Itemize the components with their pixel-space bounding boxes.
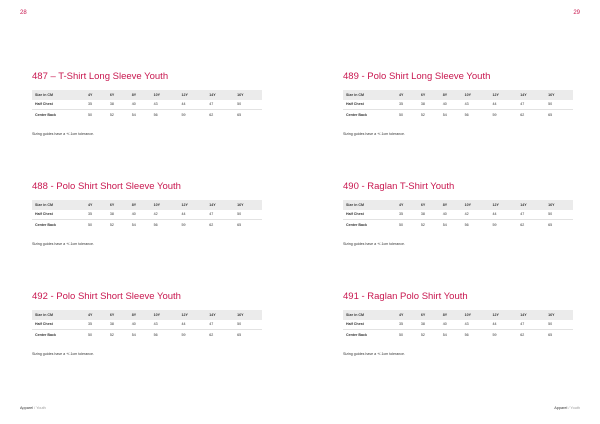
table-row bbox=[343, 220, 573, 230]
table-header-cell: Size in CM bbox=[32, 310, 85, 320]
table-cell: 44 bbox=[489, 210, 517, 220]
table-cell: 65 bbox=[548, 222, 553, 227]
table-header-row bbox=[343, 90, 573, 100]
table-header-cell: 12Y bbox=[489, 200, 517, 210]
table-row bbox=[32, 110, 262, 120]
table-cell: 54 bbox=[131, 112, 136, 117]
footer-right bbox=[554, 406, 580, 410]
table-cell: 59 bbox=[181, 112, 186, 117]
table-row bbox=[32, 100, 262, 110]
table-cell: 59 bbox=[181, 222, 186, 227]
table-header-cell: 16Y bbox=[545, 90, 573, 100]
table-cell: 40 bbox=[129, 210, 151, 220]
tolerance-note: Sizing guides have a +/-1cm tolerance. bbox=[343, 131, 406, 136]
table-header-row bbox=[32, 200, 262, 210]
section-title: 490 - Raglan T-Shirt Youth bbox=[343, 181, 455, 192]
table-cell: 35 bbox=[85, 320, 107, 330]
row-label: Center Back bbox=[35, 222, 56, 227]
table-cell: 47 bbox=[517, 320, 545, 330]
table-cell: 56 bbox=[153, 332, 158, 337]
table-cell: 50 bbox=[88, 112, 92, 117]
table-cell: 65 bbox=[237, 222, 242, 227]
row-label: Half Chest bbox=[343, 210, 396, 220]
table-cell: 35 bbox=[85, 210, 107, 220]
footer-category: Youth bbox=[36, 406, 46, 410]
tolerance-note: Sizing guides have a +/-1cm tolerance. bbox=[343, 351, 406, 356]
table-cell: 50 bbox=[545, 210, 573, 220]
table-cell: 52 bbox=[109, 332, 114, 337]
table-cell: 44 bbox=[178, 210, 206, 220]
row-label: Half Chest bbox=[32, 320, 85, 330]
table-cell: 56 bbox=[153, 112, 158, 117]
table-cell: 43 bbox=[462, 320, 490, 330]
table-cell: 50 bbox=[88, 222, 92, 227]
table-cell: 54 bbox=[442, 332, 447, 337]
table-header-cell: 10Y bbox=[151, 200, 179, 210]
table-header-cell: 4Y bbox=[396, 310, 418, 320]
table-cell: 38 bbox=[418, 210, 440, 220]
table-cell: 47 bbox=[206, 320, 234, 330]
table-header-cell: 16Y bbox=[545, 200, 573, 210]
tolerance-note: Sizing guides have a +/-1cm tolerance. bbox=[32, 131, 95, 136]
table-cell: 54 bbox=[442, 222, 447, 227]
footer-separator: / bbox=[567, 406, 571, 410]
table-header-cell: 12Y bbox=[178, 90, 206, 100]
table-cell: 56 bbox=[464, 112, 469, 117]
tolerance-note: Sizing guides have a +/-1cm tolerance. bbox=[343, 241, 406, 246]
table-header-cell: 10Y bbox=[462, 90, 490, 100]
table-header-cell: 10Y bbox=[151, 310, 179, 320]
row-label: Center Back bbox=[35, 332, 56, 337]
table-cell: 43 bbox=[151, 320, 179, 330]
table-header-cell: 6Y bbox=[418, 310, 440, 320]
table-cell: 62 bbox=[209, 332, 214, 337]
table-cell: 35 bbox=[396, 210, 418, 220]
table-header-cell: 8Y bbox=[129, 200, 151, 210]
table-cell: 50 bbox=[399, 112, 403, 117]
table-cell: 50 bbox=[545, 320, 573, 330]
size-table bbox=[32, 90, 262, 120]
tolerance-note: Sizing guides have a +/-1cm tolerance. bbox=[32, 241, 95, 246]
table-cell: 50 bbox=[399, 332, 403, 337]
table-cell: 54 bbox=[131, 332, 136, 337]
table-row bbox=[343, 320, 573, 330]
table-header-cell: 12Y bbox=[489, 310, 517, 320]
table-cell: 47 bbox=[206, 100, 234, 110]
table-header-cell: 16Y bbox=[545, 310, 573, 320]
table-cell: 59 bbox=[181, 332, 186, 337]
row-label: Half Chest bbox=[32, 210, 85, 220]
tolerance-note: Sizing guides have a +/-1cm tolerance. bbox=[32, 351, 95, 356]
table-header-cell: 4Y bbox=[85, 200, 107, 210]
table-cell: 38 bbox=[107, 210, 129, 220]
table-cell: 35 bbox=[396, 100, 418, 110]
table-cell: 44 bbox=[178, 320, 206, 330]
table-row bbox=[32, 210, 262, 220]
table-row bbox=[343, 100, 573, 110]
table-header-cell: 14Y bbox=[517, 90, 545, 100]
table-header-cell: 8Y bbox=[440, 310, 462, 320]
row-label: Center Back bbox=[346, 112, 367, 117]
table-cell: 40 bbox=[129, 320, 151, 330]
table-cell: 38 bbox=[418, 320, 440, 330]
table-header-cell: 10Y bbox=[462, 200, 490, 210]
table-header-cell: Size in CM bbox=[32, 90, 85, 100]
table-header-cell: 6Y bbox=[418, 200, 440, 210]
size-table bbox=[343, 200, 573, 230]
table-cell: 50 bbox=[234, 320, 262, 330]
table-cell: 40 bbox=[440, 210, 462, 220]
row-label: Half Chest bbox=[343, 320, 396, 330]
footer-left bbox=[20, 406, 46, 410]
table-row bbox=[343, 210, 573, 220]
table-cell: 62 bbox=[520, 332, 525, 337]
table-cell: 40 bbox=[440, 100, 462, 110]
section-title: 489 - Polo Shirt Long Sleeve Youth bbox=[343, 71, 491, 82]
row-label: Half Chest bbox=[32, 100, 85, 110]
row-label: Half Chest bbox=[343, 100, 396, 110]
size-guide-section bbox=[343, 180, 573, 246]
table-cell: 42 bbox=[462, 210, 490, 220]
table-cell: 47 bbox=[517, 210, 545, 220]
size-guide-section bbox=[343, 290, 573, 356]
table-header-row bbox=[343, 200, 573, 210]
footer-category: Youth bbox=[570, 406, 580, 410]
row-label: Center Back bbox=[346, 222, 367, 227]
table-cell: 42 bbox=[151, 210, 179, 220]
table-header-row bbox=[343, 310, 573, 320]
table-cell: 40 bbox=[440, 320, 462, 330]
table-cell: 62 bbox=[520, 112, 525, 117]
size-guide-section bbox=[32, 180, 262, 246]
table-cell: 56 bbox=[153, 222, 158, 227]
footer-brand: Apparel bbox=[554, 406, 568, 410]
section-title: 492 - Polo Shirt Short Sleeve Youth bbox=[32, 291, 181, 302]
size-table bbox=[343, 90, 573, 120]
table-cell: 35 bbox=[396, 320, 418, 330]
table-cell: 35 bbox=[85, 100, 107, 110]
table-header-cell: 12Y bbox=[489, 90, 517, 100]
table-cell: 54 bbox=[131, 222, 136, 227]
table-cell: 62 bbox=[520, 222, 525, 227]
table-header-cell: Size in CM bbox=[32, 200, 85, 210]
table-header-cell: 8Y bbox=[440, 200, 462, 210]
table-header-cell: 6Y bbox=[107, 310, 129, 320]
table-cell: 44 bbox=[178, 100, 206, 110]
section-title: 491 - Raglan Polo Shirt Youth bbox=[343, 291, 468, 302]
table-header-cell: 6Y bbox=[107, 200, 129, 210]
table-cell: 59 bbox=[492, 112, 497, 117]
page-number-left: 28 bbox=[20, 10, 27, 16]
table-header-cell: 16Y bbox=[234, 200, 262, 210]
table-header-cell: 12Y bbox=[178, 200, 206, 210]
table-cell: 52 bbox=[109, 222, 114, 227]
table-row bbox=[32, 220, 262, 230]
footer-brand: Apparel bbox=[20, 406, 34, 410]
page-number-right: 29 bbox=[573, 10, 580, 16]
table-cell: 52 bbox=[109, 112, 114, 117]
table-header-cell: 4Y bbox=[396, 90, 418, 100]
table-row bbox=[32, 320, 262, 330]
section-title: 488 - Polo Shirt Short Sleeve Youth bbox=[32, 181, 181, 192]
table-header-cell: 4Y bbox=[85, 90, 107, 100]
table-cell: 38 bbox=[418, 100, 440, 110]
size-table bbox=[32, 310, 262, 340]
table-cell: 56 bbox=[464, 332, 469, 337]
table-header-cell: Size in CM bbox=[343, 310, 396, 320]
size-guide-section bbox=[32, 70, 262, 136]
table-header-cell: 14Y bbox=[517, 310, 545, 320]
table-cell: 65 bbox=[548, 112, 553, 117]
table-cell: 47 bbox=[206, 210, 234, 220]
size-table bbox=[32, 200, 262, 230]
table-cell: 38 bbox=[107, 320, 129, 330]
table-header-cell: 8Y bbox=[129, 310, 151, 320]
table-cell: 52 bbox=[420, 332, 425, 337]
table-cell: 44 bbox=[489, 100, 517, 110]
table-cell: 52 bbox=[420, 112, 425, 117]
table-header-cell: 8Y bbox=[440, 90, 462, 100]
table-cell: 56 bbox=[464, 222, 469, 227]
table-row bbox=[32, 330, 262, 340]
table-header-cell: 6Y bbox=[418, 90, 440, 100]
table-header-cell: 12Y bbox=[178, 310, 206, 320]
table-header-cell: 14Y bbox=[206, 200, 234, 210]
footer-separator: / bbox=[33, 406, 37, 410]
table-header-cell: 14Y bbox=[206, 310, 234, 320]
table-cell: 44 bbox=[489, 320, 517, 330]
table-cell: 54 bbox=[442, 112, 447, 117]
table-header-row bbox=[32, 310, 262, 320]
table-cell: 43 bbox=[151, 100, 179, 110]
table-cell: 62 bbox=[209, 222, 214, 227]
table-cell: 65 bbox=[237, 332, 242, 337]
table-cell: 50 bbox=[399, 222, 403, 227]
table-cell: 59 bbox=[492, 332, 497, 337]
table-row bbox=[343, 330, 573, 340]
table-cell: 62 bbox=[209, 112, 214, 117]
row-label: Center Back bbox=[346, 332, 367, 337]
table-header-cell: Size in CM bbox=[343, 90, 396, 100]
table-cell: 65 bbox=[548, 332, 553, 337]
size-guide-section bbox=[32, 290, 262, 356]
table-header-cell: 16Y bbox=[234, 310, 262, 320]
table-header-cell: 8Y bbox=[129, 90, 151, 100]
section-title: 487 – T-Shirt Long Sleeve Youth bbox=[32, 71, 169, 82]
table-header-cell: 14Y bbox=[206, 90, 234, 100]
table-header-cell: Size in CM bbox=[343, 200, 396, 210]
size-table bbox=[343, 310, 573, 340]
table-cell: 50 bbox=[545, 100, 573, 110]
size-guide-section bbox=[343, 70, 573, 136]
table-header-cell: 4Y bbox=[396, 200, 418, 210]
table-cell: 50 bbox=[234, 100, 262, 110]
table-header-row bbox=[32, 90, 262, 100]
table-row bbox=[343, 110, 573, 120]
table-header-cell: 6Y bbox=[107, 90, 129, 100]
table-header-cell: 4Y bbox=[85, 310, 107, 320]
table-cell: 50 bbox=[234, 210, 262, 220]
table-cell: 65 bbox=[237, 112, 242, 117]
table-cell: 38 bbox=[107, 100, 129, 110]
table-header-cell: 16Y bbox=[234, 90, 262, 100]
table-cell: 43 bbox=[462, 100, 490, 110]
table-cell: 40 bbox=[129, 100, 151, 110]
table-cell: 50 bbox=[88, 332, 92, 337]
row-label: Center Back bbox=[35, 112, 56, 117]
table-cell: 47 bbox=[517, 100, 545, 110]
table-cell: 59 bbox=[492, 222, 497, 227]
table-cell: 52 bbox=[420, 222, 425, 227]
table-header-cell: 10Y bbox=[462, 310, 490, 320]
table-header-cell: 10Y bbox=[151, 90, 179, 100]
table-header-cell: 14Y bbox=[517, 200, 545, 210]
